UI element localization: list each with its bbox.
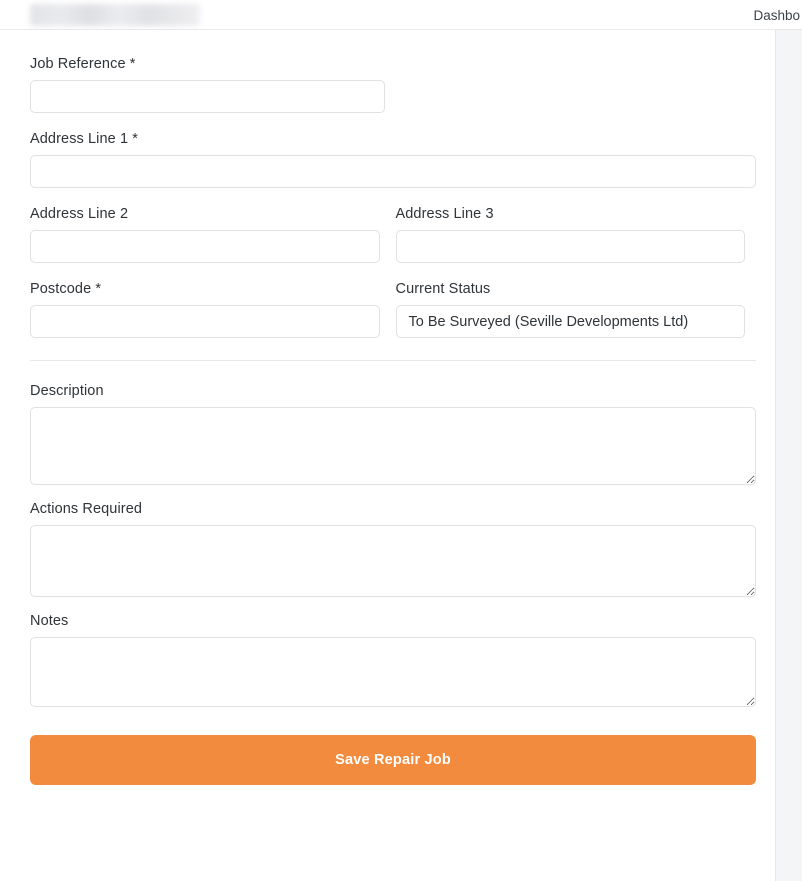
job-reference-label: Job Reference * xyxy=(30,56,136,72)
actions-required-textarea[interactable] xyxy=(30,525,756,597)
address-lines-row xyxy=(30,206,745,263)
field-address-line-1 xyxy=(30,131,745,188)
actions-required-label: Actions Required xyxy=(30,501,143,517)
field-job-reference xyxy=(30,56,745,113)
address-line-3-input[interactable] xyxy=(396,230,746,263)
postcode-label: Postcode * xyxy=(30,281,102,297)
nav-item-dashboard[interactable]: Dashbo xyxy=(753,7,800,23)
current-status-value: To Be Surveyed (Seville Developments Ltd) xyxy=(396,305,746,338)
current-status-label: Current Status xyxy=(395,281,491,297)
job-reference-input[interactable] xyxy=(30,80,385,113)
postcode-input[interactable] xyxy=(30,305,380,338)
repair-job-form xyxy=(0,30,775,785)
notes-label: Notes xyxy=(30,613,69,629)
field-postcode xyxy=(30,281,380,338)
address-line-1-input[interactable] xyxy=(30,155,756,188)
description-label: Description xyxy=(30,383,104,399)
description-textarea[interactable] xyxy=(30,407,756,485)
form-divider xyxy=(30,360,756,361)
field-description xyxy=(30,383,745,485)
address-line-3-label: Address Line 3 xyxy=(395,206,494,222)
field-current-status xyxy=(396,281,746,338)
repair-job-form-card xyxy=(0,30,776,881)
top-nav-links xyxy=(753,0,802,30)
save-repair-job-button[interactable]: Save Repair Job xyxy=(30,735,756,785)
field-address-line-3 xyxy=(396,206,746,263)
field-actions-required xyxy=(30,501,745,597)
postcode-status-row xyxy=(30,281,745,338)
field-notes xyxy=(30,613,745,707)
top-navigation-bar xyxy=(0,0,802,30)
address-line-2-label: Address Line 2 xyxy=(30,206,129,222)
brand-logo xyxy=(30,4,200,26)
notes-textarea[interactable] xyxy=(30,637,756,707)
field-address-line-2 xyxy=(30,206,380,263)
address-line-2-input[interactable] xyxy=(30,230,380,263)
address-line-1-label: Address Line 1 * xyxy=(30,131,138,147)
